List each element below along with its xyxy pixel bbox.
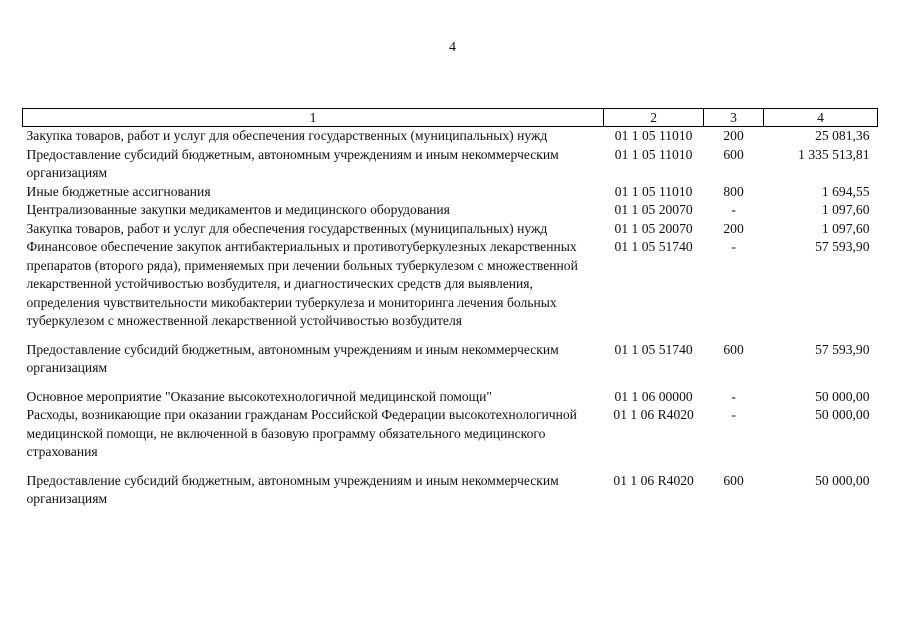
row-code: 01 1 05 20070 — [614, 220, 693, 236]
row-code: 01 1 06 00000 — [614, 388, 693, 404]
row-name: Предоставление субсидий бюджетным, автономным учреждениям и иным некоммерческим организациям — [26, 472, 559, 506]
row-type: 600 — [723, 472, 744, 488]
row-code: 01 1 05 11010 — [614, 128, 693, 143]
table-row — [23, 183, 878, 202]
table-row — [23, 220, 878, 239]
table-row — [23, 201, 878, 220]
row-type: - — [731, 239, 736, 254]
row-code: 01 1 05 20070 — [614, 202, 693, 217]
table-row — [23, 146, 878, 183]
row-amount: 1 097,60 — [821, 220, 870, 236]
row-amount: 1 097,60 — [821, 202, 870, 217]
row-type: - — [731, 202, 736, 217]
table-row — [23, 127, 878, 146]
row-name: Предоставление субсидий бюджетным, автономным учреждениям и иным некоммерческим организациям — [26, 146, 559, 180]
table-row — [23, 406, 878, 472]
row-name: Централизованные закупки медикаментов и медицинского оборудования — [26, 202, 450, 217]
table-row — [23, 388, 878, 407]
row-amount: 57 593,90 — [815, 341, 870, 357]
header-col-1: 1 — [23, 109, 604, 127]
row-code: 01 1 06 R4020 — [613, 472, 694, 488]
row-amount: 1 694,55 — [821, 183, 870, 199]
table-header-row — [23, 109, 878, 127]
row-type: - — [731, 407, 736, 422]
page-number: 4 — [449, 40, 456, 55]
row-type: 200 — [723, 128, 744, 143]
row-type: 600 — [723, 341, 744, 357]
row-name: Закупка товаров, работ и услуг для обеспечения государственных (муниципальных) нужд — [26, 220, 548, 236]
header-col-3: 3 — [704, 109, 764, 127]
row-code: 01 1 06 R4020 — [613, 407, 694, 422]
table-row — [23, 341, 878, 388]
row-amount: 50 000,00 — [815, 388, 870, 404]
row-amount: 50 000,00 — [815, 472, 870, 488]
row-code: 01 1 05 51740 — [614, 239, 693, 254]
table-row — [23, 472, 878, 509]
row-type: 800 — [723, 183, 744, 199]
row-amount: 1 335 513,81 — [798, 146, 870, 162]
row-name: Закупка товаров, работ и услуг для обеспечения государственных (муниципальных) нужд — [26, 128, 548, 143]
row-amount: 57 593,90 — [815, 239, 870, 254]
row-type: 200 — [723, 220, 744, 236]
row-name: Финансовое обеспечение закупок антибактериальных и противотуберкулезных лекарственных препаратов (второго ряда), применяемых при лечении больных туберкулезом с множественной лекарственной устойчивостью возбудителя, и диагностических средств для выявления, определения чувствительности микобактерии туберкулеза и мониторинга лечения больных туберкулезом с множественной лекарственной устойчивостью возбудителя — [26, 239, 578, 328]
row-type: 600 — [723, 146, 744, 162]
budget-table — [22, 108, 878, 509]
row-name: Иные бюджетные ассигнования — [26, 183, 211, 199]
row-name: Основное мероприятие "Оказание высокотехнологичной медицинской помощи" — [26, 388, 492, 404]
row-amount: 50 000,00 — [815, 407, 870, 422]
row-amount: 25 081,36 — [815, 128, 870, 143]
row-code: 01 1 05 51740 — [614, 341, 693, 357]
row-name: Расходы, возникающие при оказании гражданам Российской Федерации высокотехнологичной медицинской помощи, не включенной в базовую программу обязательного медицинского страхования — [26, 407, 577, 459]
row-code: 01 1 05 11010 — [614, 146, 693, 162]
header-col-4: 4 — [764, 109, 878, 127]
row-type: - — [731, 388, 736, 404]
header-col-2: 2 — [604, 109, 704, 127]
row-code: 01 1 05 11010 — [614, 183, 693, 199]
table-row — [23, 238, 878, 341]
row-name: Предоставление субсидий бюджетным, автономным учреждениям и иным некоммерческим организациям — [26, 341, 559, 375]
